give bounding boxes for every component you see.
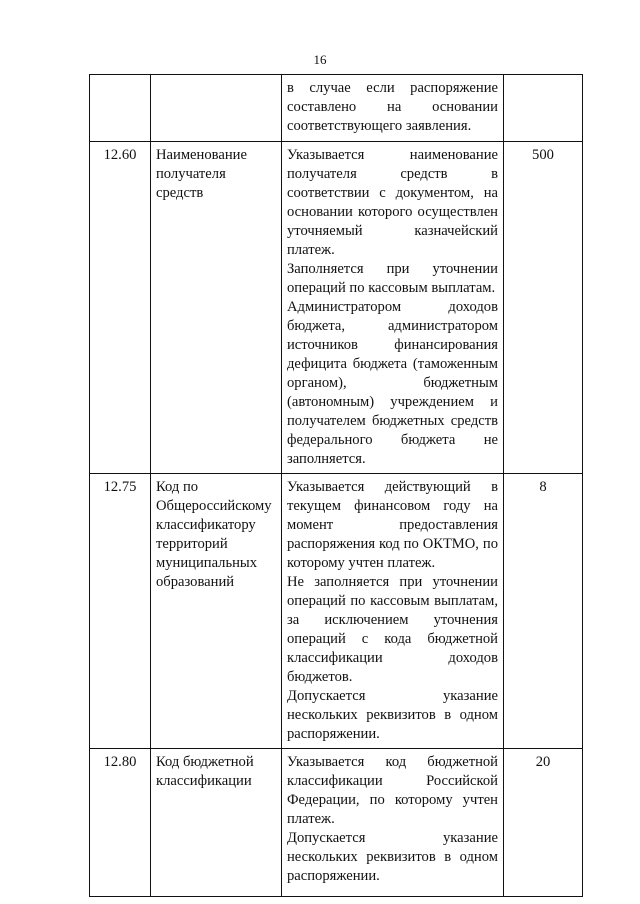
description-paragraph: Заполняется при уточнении операций по кассовым выплатам. bbox=[287, 261, 498, 296]
table-row bbox=[90, 142, 583, 474]
description-paragraph: в случае если распоряжение составлено на основании соответствующего заявления. bbox=[287, 80, 498, 134]
field-name-cell: Наименование получателя средств bbox=[151, 142, 282, 474]
field-length-cell bbox=[504, 75, 583, 142]
field-number-cell: 12.60 bbox=[90, 142, 151, 474]
field-description-cell bbox=[282, 749, 504, 897]
field-length-cell: 20 bbox=[504, 749, 583, 897]
description-paragraph: Указывается наименование получателя средств в соответствии с документом, на основании которого осуществлен уточняемый казначейский платеж. bbox=[287, 147, 498, 258]
field-description-cell bbox=[282, 474, 504, 749]
field-name-cell: Код бюджетной классификации bbox=[151, 749, 282, 897]
field-name-cell bbox=[151, 75, 282, 142]
field-description-cell bbox=[282, 75, 504, 142]
description-paragraph: Указывается код бюджетной классификации Российской Федерации, по которому учтен платеж. bbox=[287, 754, 498, 827]
description-paragraph: Допускается указание нескольких реквизитов в одном распоряжении. bbox=[287, 688, 498, 742]
field-number-cell bbox=[90, 75, 151, 142]
field-length-cell: 8 bbox=[504, 474, 583, 749]
page-number: 16 bbox=[313, 52, 327, 67]
table-row bbox=[90, 474, 583, 749]
description-paragraph: Указывается действующий в текущем финансовом году на момент предоставления распоряжения код по ОКТМО, по которому учтен платеж. bbox=[287, 479, 498, 571]
description-paragraph: Не заполняется при уточнении операций по кассовым выплатам, за исключением уточнения операций с кода бюджетной классификации доходов бюджетов. bbox=[287, 574, 498, 685]
requisites-table bbox=[89, 74, 583, 897]
description-paragraph: Допускается указание нескольких реквизитов в одном распоряжении. bbox=[287, 830, 498, 884]
table-row bbox=[90, 749, 583, 897]
field-length-cell: 500 bbox=[504, 142, 583, 474]
field-number-cell: 12.80 bbox=[90, 749, 151, 897]
field-description-cell bbox=[282, 142, 504, 474]
table-row bbox=[90, 75, 583, 142]
field-number-cell: 12.75 bbox=[90, 474, 151, 749]
description-paragraph: Администратором доходов бюджета, администратором источников финансирования дефицита бюджета (таможенным органом), бюджетным (автономным) учреждением и получателем бюджетных средств федерального бюджета не заполняется. bbox=[287, 299, 498, 467]
field-name-cell: Код по Общероссийскому классификатору территорий муниципальных образований bbox=[151, 474, 282, 749]
